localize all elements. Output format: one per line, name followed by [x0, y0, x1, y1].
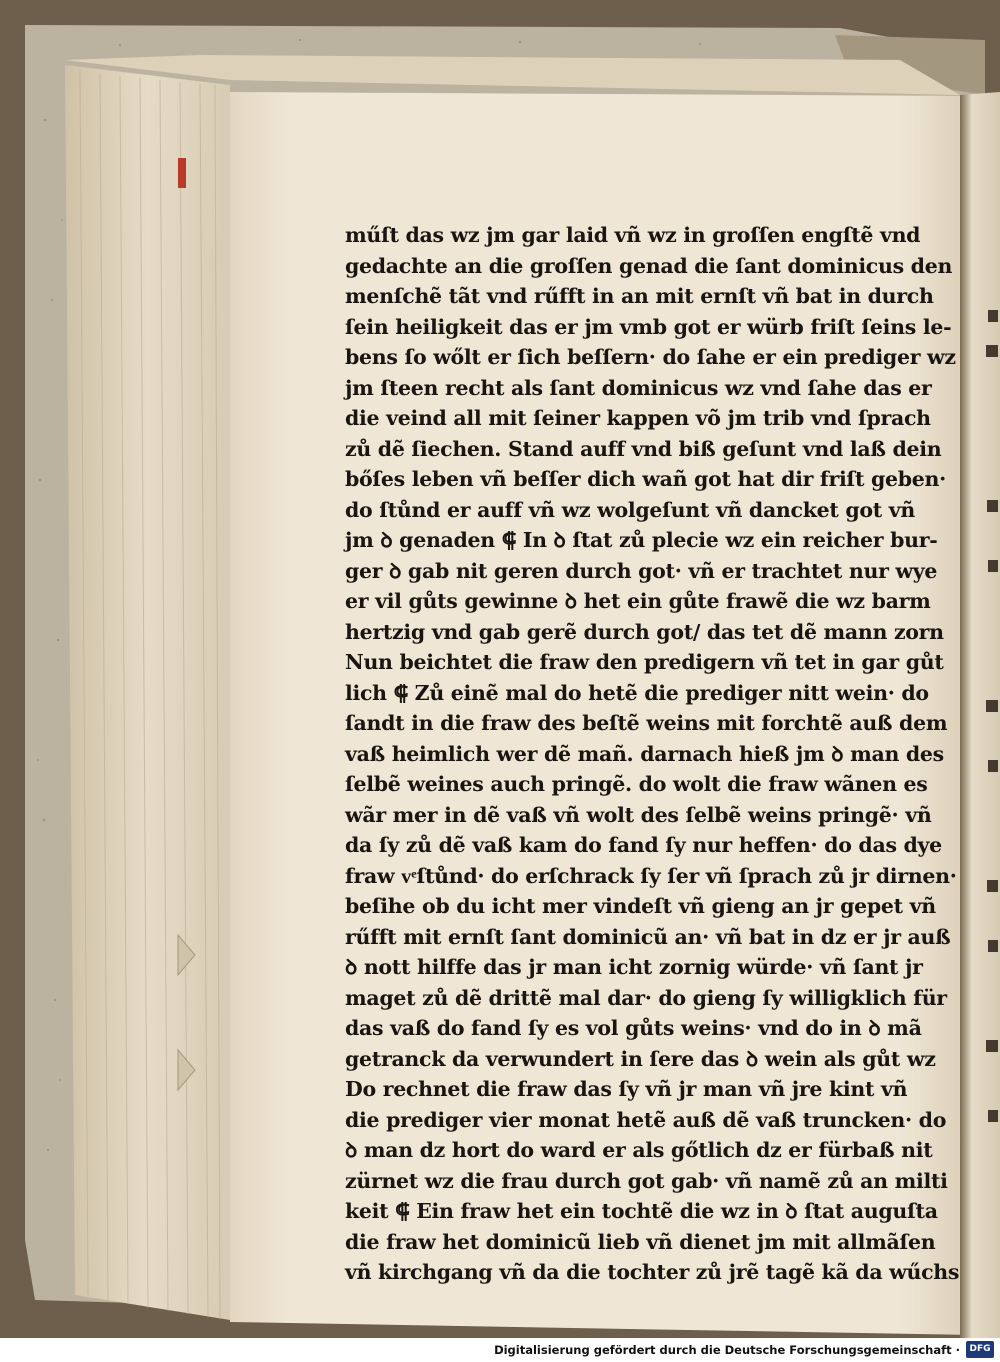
- text-line: beſihe ob du icht mer vindeſt vñ gieng an jr gepet vñ: [345, 894, 936, 918]
- text-line: jm ꝺ genaden ⸿ In ꝺ ſtat zů plecie wz ein reicher bur-: [345, 528, 938, 552]
- text-line: das vaß do fand ſy es vol gůts weins· vnd do in ꝺ mã: [345, 1016, 922, 1040]
- text-line: ſein heiligkeit das er jm vmb got er würb friſt ſeins le-: [345, 314, 952, 339]
- text-line: ger ꝺ gab nit geren durch got· vñ er trachtet nur wye: [345, 558, 938, 583]
- text-line: Do rechnet die fraw das ſy vñ jr man vñ jre kint vñ: [345, 1077, 908, 1101]
- text-line: wãr mer in dẽ vaß vñ wolt des ſelbẽ weins pringẽ· vñ: [345, 802, 932, 827]
- page-stack-left: [65, 65, 230, 1320]
- text-line: hertzig vnd gab gerẽ durch got/ das tet dẽ mann zorn: [345, 619, 944, 644]
- text-line: do ſtůnd er auff vñ wz wolgeſunt vñ dancket got vñ: [345, 497, 915, 522]
- dfg-logo-icon: DFG: [966, 1341, 994, 1358]
- text-line: lich ⸿ Zů einẽ mal do hetẽ die prediger nitt wein· do: [345, 680, 929, 705]
- text-line: getranck da verwundert in ſere das ꝺ wein als gůt wz: [345, 1046, 936, 1071]
- text-line: vaß heimlich wer dẽ mañ. darnach hieß jm ꝺ man des: [345, 741, 944, 766]
- text-line: zürnet wz die frau durch got gab· vñ namẽ zů an milti: [345, 1168, 948, 1193]
- text-line: ꝺ nott hilffe das jr man icht zornig würde· vñ ſant jr: [345, 955, 923, 979]
- text-line: gedachte an die groſſen genad die ſant dominicus den: [345, 253, 953, 278]
- text-line: jm ſteen recht als ſant dominicus wz vnd ſahe das er: [345, 375, 932, 400]
- text-line: műſt das wz jm gar laid vñ wz in groſſen engſtẽ vnd: [345, 223, 921, 247]
- text-line: Nun beichtet die fraw den predigern vñ tet in gar gůt: [345, 650, 944, 674]
- text-line: zů dẽ ſiechen. Stand auff vnd biß geſunt vnd laß dein: [345, 436, 942, 461]
- text-line: keit ⸿ Ein fraw het ein tochtẽ die wz in ꝺ ſtat auguſta: [345, 1199, 938, 1223]
- text-line: bens ſo wőlt er ſich beſſern· do ſahe er ein prediger wz: [345, 345, 956, 369]
- text-line: vñ kirchgang vñ da die tochter zů jrẽ tagẽ kã da wűchs: [345, 1260, 960, 1284]
- text-line: ſelbẽ weines auch pringẽ. do wolt die fraw wãnen es: [345, 772, 928, 796]
- text-line: ꝺ man dz hort do ward er als gőtlich dz er fürbaß nit: [345, 1138, 933, 1162]
- text-line: da ſy zů dẽ vaß kam do fand ſy nur heffen· do das dye: [345, 833, 942, 857]
- footer-bar: [0, 1338, 1000, 1362]
- text-line: die fraw het dominicũ lieb vñ dienet jm mit allmãſen: [345, 1229, 936, 1254]
- text-line: ſandt in die fraw des beſtẽ weins mit forchtẽ auß dem: [345, 711, 948, 735]
- text-line: maget zů dẽ drittẽ mal dar· do gieng ſy willigklich für: [345, 985, 947, 1010]
- text-line: fraw vͤſtůnd· do erſchrack ſy ſer vñ ſprach zů jr dirnen·: [345, 863, 957, 888]
- text-line: er vil gůts gewinne ꝺ het ein gůte frawẽ die wz barm: [345, 589, 931, 613]
- text-line: menſchẽ tãt vnd rűfft in an mit ernſt vñ bat in durch: [345, 284, 934, 308]
- text-line: rűfft mit ernſt ſant dominicũ an· vñ bat in dz er jr auß: [345, 924, 951, 949]
- text-line: die veind all mit ſeiner kappen võ jm trib vnd ſprach: [345, 406, 931, 430]
- page-text-block: [345, 220, 960, 1284]
- text-line: die prediger vier monat hetẽ auß dẽ vaß truncken· do: [345, 1107, 947, 1132]
- right-page-sliver: [960, 92, 1000, 1340]
- red-tab-marker: [178, 158, 186, 188]
- text-line: bőſes leben vñ beſſer dich wañ got hat dir friſt geben·: [345, 467, 946, 491]
- footer-credit: Digitalisierung gefördert durch die Deutsche Forschungsgemeinschaft ·: [494, 1343, 960, 1357]
